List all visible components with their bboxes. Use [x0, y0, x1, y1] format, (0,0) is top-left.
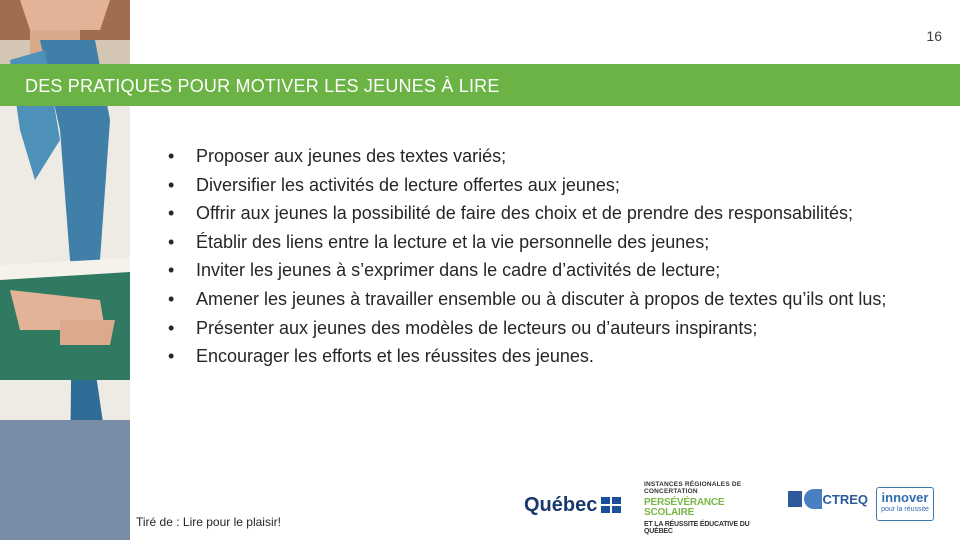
list-item [168, 142, 908, 171]
quebec-wordmark: Québec [524, 493, 598, 516]
list-item [168, 228, 908, 257]
quebec-logo [524, 490, 628, 520]
irc-perseverance-logo [644, 481, 768, 535]
bullet-text: Amener les jeunes à travailler ensemble ou à discuter à propos de textes qu’ils ont lus; [196, 288, 887, 309]
list-item [168, 285, 908, 314]
innover-logo [876, 487, 934, 521]
bullet-icon: • [168, 346, 175, 367]
list-item [168, 171, 908, 200]
bullet-text: Proposer aux jeunes des textes variés; [196, 146, 507, 166]
source-caption: Tiré de : Lire pour le plaisir! [136, 515, 281, 529]
bullet-icon: • [168, 231, 175, 252]
list-item [168, 314, 908, 343]
irc-line-3: ET LA RÉUSSITE ÉDUCATIVE DU QUÉBEC [644, 521, 750, 535]
bullet-text: Encourager les efforts et les réussites des jeunes. [196, 346, 594, 367]
bullet-icon: • [168, 146, 175, 166]
ctreq-wordmark: CTREQ [822, 491, 868, 507]
slide-title: DES PRATIQUES POUR MOTIVER LES JEUNES À LIRE [25, 76, 500, 96]
innover-wordmark: innover [881, 490, 929, 505]
page-number: 16 [926, 28, 942, 44]
bullet-text: Inviter les jeunes à s’exprimer dans le cadre d’activités de lecture; [196, 260, 721, 281]
quebec-flag-icon [601, 497, 621, 513]
bullet-icon: • [168, 288, 175, 309]
bullet-icon: • [168, 260, 175, 281]
list-item [168, 256, 908, 285]
bullet-list [168, 142, 908, 371]
title-bar [0, 64, 960, 106]
irc-line-1: INSTANCES RÉGIONALES DE CONCERTATION [644, 481, 742, 495]
bullet-icon: • [168, 174, 175, 195]
bullet-icon: • [168, 317, 175, 338]
bullet-text: Offrir aux jeunes la possibilité de faire des choix et de prendre des responsabilités; [196, 203, 854, 224]
list-item [168, 342, 908, 371]
bullet-icon: • [168, 203, 175, 224]
bullet-text: Diversifier les activités de lecture offertes aux jeunes; [196, 174, 620, 195]
ctreq-logo [788, 486, 868, 512]
list-item [168, 199, 908, 228]
bullet-text: Présenter aux jeunes des modèles de lecteurs ou d’auteurs inspirants; [196, 317, 758, 338]
ctreq-mark-icon [788, 489, 819, 509]
irc-line-2: PERSÉVÉRANCE SCOLAIRE [644, 497, 725, 518]
bullet-text: Établir des liens entre la lecture et la vie personnelle des jeunes; [196, 231, 710, 252]
innover-tagline: pour la réussite [881, 506, 929, 513]
